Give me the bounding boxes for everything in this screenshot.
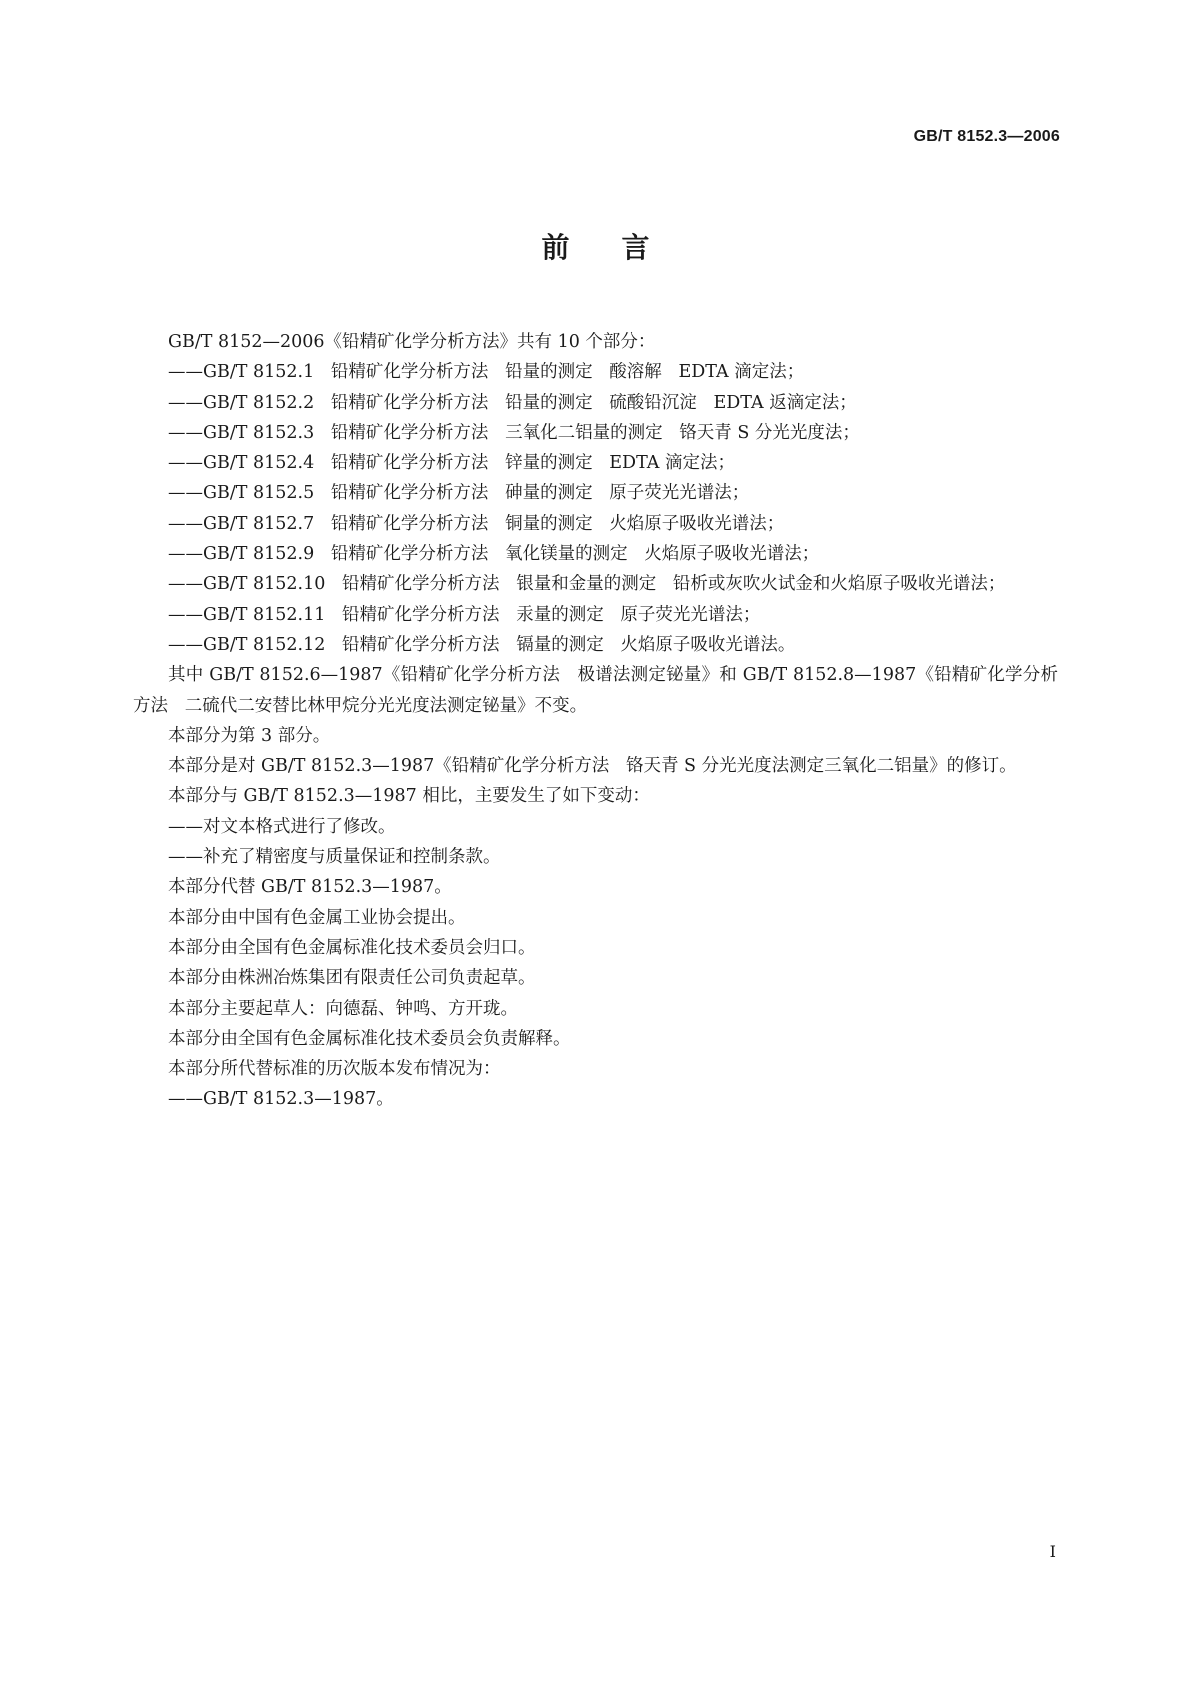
- list-item: [133, 418, 1058, 448]
- part-description: 铅精矿化学分析方法 镉量的测定 火焰原子吸收光谱法。: [342, 634, 796, 655]
- part-code: ——GB/T 8152.2: [168, 392, 331, 413]
- part-description: 铅精矿化学分析方法 铅量的测定 酸溶解 EDTA 滴定法；: [330, 362, 805, 383]
- replaces-paragraph: 本部分代替 GB/T 8152.3—1987。: [168, 877, 452, 898]
- drafted-by-paragraph: 本部分由株洲冶炼集团有限责任公司负责起草。: [168, 968, 536, 989]
- part-description: 铅精矿化学分析方法 三氧化二铝量的测定 铬天青 S 分光光度法；: [330, 422, 860, 443]
- part-code: ——GB/T 8152.9: [168, 544, 331, 565]
- part-code: ——GB/T 8152.1: [168, 362, 331, 383]
- change-item: ——对文本格式进行了修改。: [168, 816, 396, 837]
- part-description: 铅精矿化学分析方法 银量和金量的测定 铅析或灰吹火试金和火焰原子吸收光谱法；: [342, 574, 1006, 595]
- list-item: [133, 569, 1058, 599]
- list-item: [133, 600, 1058, 630]
- unchanged-parts-paragraph: 其中 GB/T 8152.6—1987《铅精矿化学分析方法 极谱法测定铋量》和 GB/T 8152.8—1987《铅精矿化学分析方法 二硫代二安替比林甲烷分光光度法测定铋量》不变。: [133, 665, 1058, 716]
- part-code: ——GB/T 8152.7: [168, 513, 331, 534]
- part-code: ——GB/T 8152.4: [168, 453, 331, 474]
- part-description: 铅精矿化学分析方法 铅量的测定 硫酸铅沉淀 EDTA 返滴定法；: [330, 392, 857, 413]
- list-item: [133, 478, 1058, 508]
- intro-paragraph: GB/T 8152—2006《铅精矿化学分析方法》共有 10 个部分：: [168, 332, 656, 352]
- part-description: 铅精矿化学分析方法 锌量的测定 EDTA 滴定法；: [330, 453, 736, 474]
- standard-code: GB/T 8152.3—2006: [913, 128, 1060, 145]
- part-description: 铅精矿化学分析方法 氧化镁量的测定 火焰原子吸收光谱法；: [330, 544, 820, 565]
- history-item: ——GB/T 8152.3—1987。: [168, 1089, 394, 1110]
- list-item: [133, 509, 1058, 539]
- part-number-paragraph: 本部分为第 3 部分。: [168, 725, 331, 746]
- page-number: I: [1049, 1542, 1056, 1561]
- centralized-by-paragraph: 本部分由全国有色金属标准化技术委员会归口。: [168, 937, 536, 958]
- history-intro-paragraph: 本部分所代替标准的历次版本发布情况为：: [168, 1059, 501, 1080]
- part-code: ——GB/T 8152.11: [168, 604, 343, 625]
- changes-intro-paragraph: 本部分与 GB/T 8152.3—1987 相比，主要发生了如下变动：: [168, 786, 650, 807]
- list-item: [133, 388, 1058, 418]
- list-item: [133, 630, 1058, 660]
- parts-list: [133, 357, 1058, 660]
- list-item: [133, 448, 1058, 478]
- part-code: ——GB/T 8152.5: [168, 483, 331, 504]
- list-item: [133, 539, 1058, 569]
- part-code: ——GB/T 8152.3: [168, 422, 331, 443]
- part-description: 铅精矿化学分析方法 砷量的测定 原子荧光光谱法；: [330, 483, 750, 504]
- drafters-paragraph: 本部分主要起草人：向德磊、钟鸣、方开珑。: [168, 998, 518, 1019]
- proposed-by-paragraph: 本部分由中国有色金属工业协会提出。: [168, 907, 466, 928]
- part-description: 铅精矿化学分析方法 汞量的测定 原子荧光光谱法；: [342, 604, 761, 625]
- revision-paragraph: 本部分是对 GB/T 8152.3—1987《铅精矿化学分析方法 铬天青 S 分光光度法测定三氧化二铝量》的修订。: [168, 756, 1017, 777]
- part-code: ——GB/T 8152.10: [168, 574, 343, 595]
- list-item: [133, 357, 1058, 387]
- interpreted-by-paragraph: 本部分由全国有色金属标准化技术委员会负责解释。: [168, 1028, 571, 1049]
- page-title: 前言: [541, 231, 702, 264]
- part-description: 铅精矿化学分析方法 铜量的测定 火焰原子吸收光谱法；: [330, 513, 785, 534]
- part-code: ——GB/T 8152.12: [168, 634, 343, 655]
- document-body: [133, 327, 1058, 1115]
- change-item: ——补充了精密度与质量保证和控制条款。: [168, 847, 501, 868]
